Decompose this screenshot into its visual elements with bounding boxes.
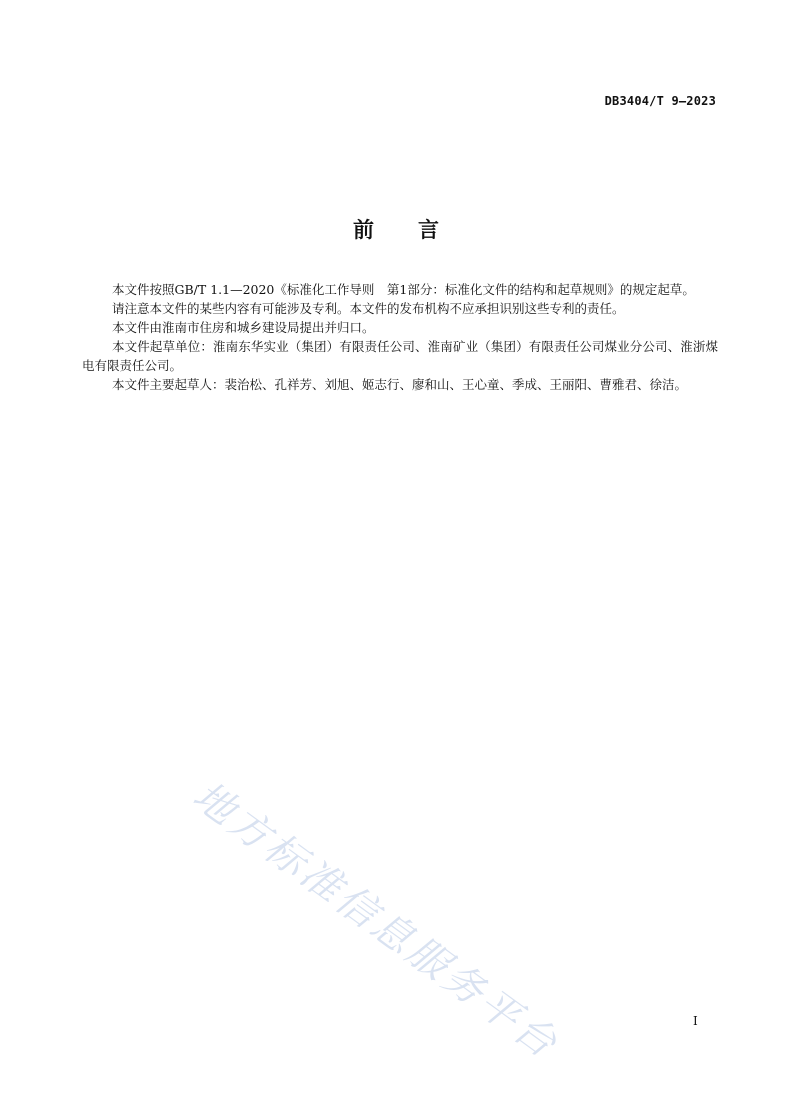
paragraph-drafting-basis: 本文件按照GB/T 1.1—2020《标准化工作导则 第1部分：标准化文件的结构和起草规则》的规定起草。 [112,282,695,297]
paragraph-drafting-units: 本文件起草单位：淮南东华实业（集团）有限责任公司、淮南矿业（集团）有限责任公司煤业分公司、淮浙煤电有限责任公司。 [82,339,718,373]
paragraph-patent-notice: 请注意本文件的某些内容有可能涉及专利。本文件的发布机构不应承担识别这些专利的责任。 [112,301,625,316]
standard-code: DB3404/T 9—2023 [604,94,716,108]
paragraph-proposer: 本文件由淮南市住房和城乡建设局提出并归口。 [112,320,375,335]
page-title: 前言 [353,218,483,242]
foreword-body [82,280,718,394]
page-number: I [693,1014,698,1028]
watermark: 地方标准信息服务平台 [184,772,568,1069]
paragraph-drafters: 本文件主要起草人：裴治松、孔祥芳、刘旭、姬志行、廖和山、王心童、季成、王丽阳、曹雅君、徐洁。 [112,377,688,392]
